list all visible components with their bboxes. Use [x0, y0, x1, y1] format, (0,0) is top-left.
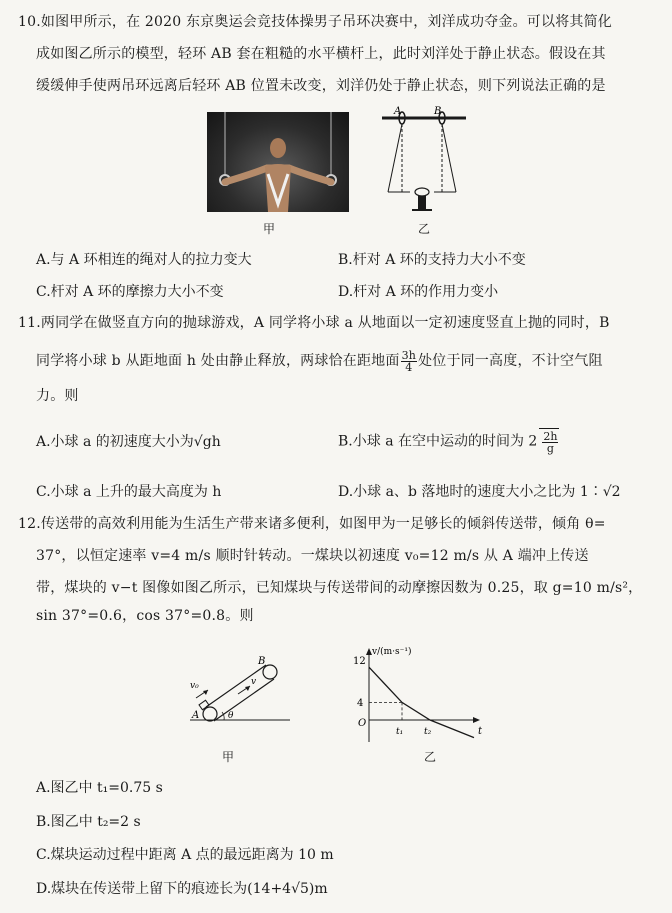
- q12-option-d: D.煤块在传送带上留下的痕迹长为(14+4√5)m: [36, 881, 328, 897]
- gymnast-photo: [207, 112, 349, 212]
- tick-4: 4: [357, 698, 364, 709]
- label-a: A: [394, 106, 402, 117]
- q11-line1: 11.两同学在做竖直方向的抛球游戏，A 同学将小球 a 从地面以一定初速度竖直上抛的同时，B: [18, 315, 610, 331]
- label-a: A: [192, 710, 200, 721]
- q11-option-c: C.小球 a 上升的最大高度为 h: [36, 484, 222, 500]
- q12-option-b: B.图乙中 t₂=2 s: [36, 814, 141, 830]
- q10-line1: 10.如图甲所示，在 2020 东京奥运会竞技体操男子吊环决赛中，刘洋成功夺金。可以将其简化: [18, 14, 612, 30]
- q10-fig-yi-caption: 乙: [418, 222, 431, 236]
- q10-line3: 缓缓伸手使两吊环远离后轻环 AB 位置未改变，刘洋仍处于静止状态，则下列说法正确的是: [36, 78, 606, 94]
- q11-option-d: D.小球 a、b 落地时的速度大小之比为 1∶√2: [338, 484, 621, 500]
- label-v: v: [251, 677, 257, 687]
- q11-option-b-den: g: [546, 441, 554, 455]
- q12-line1: 12.传送带的高效利用能为生活生产带来诸多便利，如图甲为一足够长的倾斜传送带，倾角 θ=: [18, 516, 606, 532]
- upper-pulley: [263, 665, 277, 679]
- q11-option-b-num: 2h: [543, 429, 558, 443]
- axis-v-label: v/(m·s⁻¹): [372, 647, 412, 657]
- q11-line3: 力。则: [36, 388, 79, 404]
- lower-pulley: [203, 707, 217, 721]
- q12-line4: sin 37°=0.6，cos 37°=0.8。则: [36, 608, 254, 624]
- q10-option-b: B.杆对 A 环的支持力大小不变: [338, 252, 526, 268]
- q12-fig-jia-caption: 甲: [222, 750, 235, 764]
- q12-belt-diagram: [168, 652, 293, 752]
- q12-line3: 带，煤块的 v−t 图像如图乙所示，已知煤块与传送带间的动摩擦因数为 0.25，取 g=10 m/s²，: [36, 580, 643, 596]
- q11-fraction: [401, 350, 417, 373]
- q11-option-b-pre: B.小球 a 在空中运动的时间为 2: [338, 433, 538, 450]
- rope-left-outer: [388, 124, 402, 192]
- label-b: B: [434, 106, 442, 117]
- q11-option-b-sqrt: [539, 428, 559, 455]
- rope-right-outer: [442, 124, 456, 192]
- q11-line2-post: 处位于同一高度，不计空气阻: [418, 353, 603, 369]
- gymnast-illustration: [207, 112, 349, 212]
- q10-option-c: C.杆对 A 环的摩擦力大小不变: [36, 284, 224, 300]
- q10-line2: 成如图乙所示的模型，轻环 AB 套在粗糙的水平横杆上，此时刘洋处于静止状态。假设在其: [36, 46, 606, 62]
- q12-option-a: A.图乙中 t₁=0.75 s: [36, 780, 163, 796]
- origin-label: O: [358, 718, 367, 729]
- q10-option-d: D.杆对 A 环的作用力变小: [338, 284, 499, 300]
- q11-option-b: [338, 428, 559, 455]
- q11-option-b-fraction: [542, 431, 558, 454]
- person-legs: [418, 196, 426, 210]
- tick-t2: t₂: [424, 727, 432, 737]
- tick-12: 12: [353, 656, 366, 667]
- q10-fig-jia-caption: 甲: [263, 222, 276, 236]
- tick-t1: t₁: [396, 727, 404, 737]
- q11-line2: [36, 348, 603, 374]
- q12-line2: 37°，以恒定速率 v=4 m/s 顺时针转动。一煤块以初速度 v₀=12 m/s 从 A 端冲上传送: [36, 548, 589, 564]
- q12-vt-chart: [342, 644, 492, 754]
- q11-fraction-num: 3h: [401, 348, 417, 362]
- label-theta: θ: [228, 711, 234, 721]
- coal-block: [199, 700, 209, 710]
- person-body: [415, 188, 429, 196]
- label-b: B: [258, 656, 266, 667]
- q12-option-c: C.煤块运动过程中距离 A 点的最远距离为 10 m: [36, 847, 334, 863]
- q12-fig-yi-caption: 乙: [424, 750, 437, 764]
- label-v0: v₀: [190, 681, 199, 691]
- q10-option-a: A.与 A 环相连的绳对人的拉力变大: [36, 252, 252, 268]
- q11-line2-pre: 同学将小球 b 从距地面 h 处由静止释放，两球恰在距地面: [36, 353, 400, 369]
- axis-t-label: t: [478, 726, 483, 737]
- q10-model-diagram: [380, 104, 470, 222]
- q11-option-a: A.小球 a 的初速度大小为√gh: [36, 434, 221, 450]
- q11-fraction-den: 4: [405, 360, 413, 374]
